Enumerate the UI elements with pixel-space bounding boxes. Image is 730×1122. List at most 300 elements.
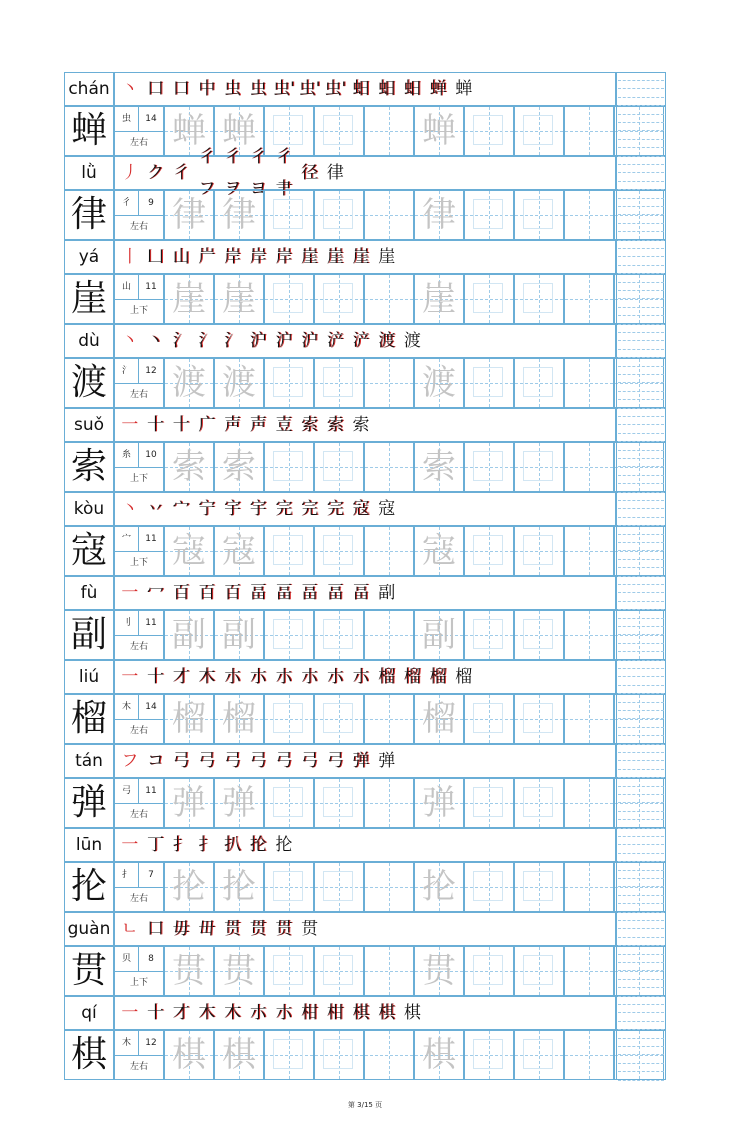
stroke-step: 十 — [147, 667, 165, 687]
character-info — [114, 190, 164, 240]
stroke-step: ㄴ — [121, 919, 139, 939]
note-line — [618, 256, 664, 257]
note-line — [618, 970, 664, 971]
model-character: 崖 — [64, 274, 114, 324]
guide-square — [473, 115, 503, 145]
trace-character: 棋 — [222, 1035, 256, 1075]
stroke-step: 宀 — [172, 499, 190, 519]
stroke-step: 沪 — [275, 331, 293, 351]
stroke-step: 渡 — [403, 331, 421, 351]
writing-row — [64, 106, 666, 156]
practice-box[interactable] — [214, 778, 264, 828]
stroke-sequence-box — [114, 576, 616, 610]
practice-box[interactable] — [564, 778, 614, 828]
guide-square — [473, 451, 503, 481]
character-info — [114, 442, 164, 492]
note-line — [618, 332, 664, 333]
stroke-step: 贯 — [224, 919, 242, 939]
character-entry — [64, 996, 666, 1080]
stroke-step: 壴 — [275, 415, 293, 435]
guide-square — [273, 703, 303, 733]
guide-square — [273, 955, 303, 985]
stroke-step: 百 — [198, 583, 216, 603]
practice-box[interactable] — [214, 442, 264, 492]
stroke-step: 岸 — [275, 247, 293, 267]
practice-box[interactable] — [414, 358, 464, 408]
stroke-count: 11 — [139, 275, 163, 300]
stroke-step: 沪 — [249, 331, 267, 351]
stroke-step: 口 — [147, 79, 165, 99]
note-line — [618, 282, 664, 283]
note-line — [618, 710, 664, 711]
note-line — [618, 1038, 664, 1039]
practice-box[interactable] — [414, 946, 464, 996]
structure-label: 上下 — [129, 558, 148, 568]
note-line — [618, 626, 664, 627]
note-line — [618, 130, 664, 131]
note-line — [618, 811, 664, 812]
stroke-step: 索 — [352, 415, 370, 435]
practice-box[interactable] — [564, 526, 614, 576]
note-line — [618, 214, 664, 215]
stroke-step: 畐 — [249, 583, 267, 603]
stroke-step: ク — [147, 163, 165, 183]
pinyin-label: dù — [64, 324, 114, 358]
note-line — [618, 727, 664, 728]
practice-box[interactable] — [214, 946, 264, 996]
practice-box[interactable] — [564, 358, 614, 408]
practice-box[interactable] — [564, 1030, 614, 1080]
practice-box[interactable] — [564, 862, 614, 912]
practice-box[interactable] — [414, 274, 464, 324]
trace-character: 弹 — [422, 783, 456, 823]
note-line — [618, 298, 664, 299]
practice-box[interactable] — [414, 190, 464, 240]
note-line — [618, 240, 664, 241]
guide-square — [523, 367, 553, 397]
trace-character: 抡 — [422, 867, 456, 907]
stroke-step: 氵 — [198, 331, 216, 351]
practice-box[interactable] — [164, 862, 214, 912]
practice-box[interactable] — [564, 274, 614, 324]
stroke-step: 丿 — [121, 163, 139, 183]
practice-box[interactable] — [364, 1030, 414, 1080]
practice-box[interactable] — [564, 106, 614, 156]
note-line — [618, 206, 664, 207]
trace-character: 律 — [222, 195, 256, 235]
character-info — [114, 610, 164, 660]
note-line — [618, 954, 664, 955]
note-line — [618, 433, 664, 434]
note-line — [618, 861, 664, 862]
guide-square — [523, 451, 553, 481]
practice-box[interactable] — [164, 526, 214, 576]
stroke-step: 蚎 — [378, 79, 396, 99]
trace-character: 抡 — [172, 867, 206, 907]
guide-square — [323, 283, 353, 313]
practice-box[interactable] — [164, 274, 214, 324]
writing-row — [64, 190, 666, 240]
note-line — [618, 147, 664, 148]
practice-box[interactable] — [214, 190, 264, 240]
guide-square — [523, 199, 553, 229]
stroke-step: 扌 — [172, 835, 190, 855]
note-line — [618, 651, 664, 652]
character-entry — [64, 660, 666, 744]
guide-square — [273, 535, 303, 565]
practice-box[interactable] — [414, 1030, 464, 1080]
note-line — [618, 164, 664, 165]
note-line — [618, 500, 664, 501]
stroke-step: 榴 — [455, 667, 473, 687]
trace-character: 贯 — [422, 951, 456, 991]
practice-box[interactable] — [414, 442, 464, 492]
note-line — [618, 567, 664, 568]
stroke-step: 彳フ — [198, 147, 216, 199]
writing-row — [64, 694, 666, 744]
stroke-step: 蚎 — [403, 79, 421, 99]
radical-label: 虫 — [115, 107, 139, 132]
note-line — [618, 265, 664, 266]
stroke-step: 浐 — [326, 331, 344, 351]
structure-label: 上下 — [129, 474, 148, 484]
trace-character: 副 — [422, 615, 456, 655]
guide-square — [273, 367, 303, 397]
stroke-order-row — [64, 240, 666, 274]
guide-square — [323, 955, 353, 985]
stroke-step: 丶 — [121, 499, 139, 519]
trace-character: 弹 — [172, 783, 206, 823]
practice-box[interactable] — [564, 694, 614, 744]
note-line — [618, 424, 664, 425]
stroke-step: 朩 — [249, 1003, 267, 1023]
guide-square — [323, 619, 353, 649]
note-line — [618, 1054, 664, 1055]
trace-character: 索 — [422, 447, 456, 487]
note-line — [618, 441, 664, 442]
stroke-count: 9 — [139, 191, 163, 216]
guide-square — [323, 1039, 353, 1069]
note-line — [618, 794, 664, 795]
stroke-step: 径 — [301, 163, 319, 183]
note-line — [618, 114, 664, 115]
structure-label: 左右 — [129, 222, 148, 232]
stroke-step: 索 — [301, 415, 319, 435]
note-line — [618, 744, 664, 745]
guide-square — [473, 871, 503, 901]
note-line — [618, 1029, 664, 1030]
trace-character: 副 — [222, 615, 256, 655]
trace-character: 律 — [422, 195, 456, 235]
note-line — [618, 735, 664, 736]
note-line — [618, 592, 664, 593]
note-line — [618, 399, 664, 400]
practice-box[interactable] — [214, 274, 264, 324]
note-line — [618, 601, 664, 602]
note-line — [618, 819, 664, 820]
stroke-order-row — [64, 912, 666, 946]
stroke-step: 中 — [198, 79, 216, 99]
note-line — [618, 408, 664, 409]
radical-label: 木 — [115, 1031, 139, 1056]
guide-square — [523, 115, 553, 145]
note-line — [618, 718, 664, 719]
stroke-order-row — [64, 828, 666, 862]
stroke-count: 7 — [139, 863, 163, 888]
note-line — [618, 584, 664, 585]
practice-box[interactable] — [214, 862, 264, 912]
stroke-step: 彳 — [172, 163, 190, 183]
stroke-step: 朩 — [352, 667, 370, 687]
character-entry — [64, 240, 666, 324]
stroke-sequence-box — [114, 828, 616, 862]
stroke-count: 8 — [139, 947, 163, 972]
trace-character: 抡 — [222, 867, 256, 907]
stroke-step: 柑 — [326, 1003, 344, 1023]
stroke-step: 崖 — [352, 247, 370, 267]
radical-label: 木 — [115, 695, 139, 720]
stroke-step: 弹 — [352, 751, 370, 771]
note-line — [618, 937, 664, 938]
radical-label: 刂 — [115, 611, 139, 636]
stroke-count: 10 — [139, 443, 163, 468]
practice-box[interactable] — [214, 694, 264, 744]
practice-box[interactable] — [214, 1030, 264, 1080]
practice-box[interactable] — [364, 862, 414, 912]
radical-label: 弓 — [115, 779, 139, 804]
stroke-step: 弓 — [275, 751, 293, 771]
practice-box[interactable] — [414, 778, 464, 828]
note-line — [618, 912, 664, 913]
note-line — [618, 870, 664, 871]
practice-box[interactable] — [364, 778, 414, 828]
note-line — [618, 189, 664, 190]
model-character: 寇 — [64, 526, 114, 576]
note-line — [618, 80, 664, 81]
stroke-step: 畐 — [352, 583, 370, 603]
note-line — [618, 105, 664, 106]
guide-square — [523, 955, 553, 985]
writing-row — [64, 778, 666, 828]
note-line — [618, 542, 664, 543]
stroke-step: 弓 — [172, 751, 190, 771]
practice-box[interactable] — [414, 526, 464, 576]
stroke-step: 榴 — [429, 667, 447, 687]
note-line — [618, 550, 664, 551]
stroke-step: 朩 — [275, 1003, 293, 1023]
note-line — [618, 88, 664, 89]
stroke-step: 蝉 — [455, 79, 473, 99]
trace-character: 副 — [172, 615, 206, 655]
note-line — [618, 576, 664, 577]
note-line — [618, 517, 664, 518]
practice-box[interactable] — [564, 442, 614, 492]
guide-square — [473, 1039, 503, 1069]
character-entry — [64, 576, 666, 660]
stroke-step: 口 — [172, 79, 190, 99]
guide-square — [473, 619, 503, 649]
structure-label: 左右 — [129, 390, 148, 400]
note-line — [618, 1063, 664, 1064]
note-line — [618, 618, 664, 619]
trace-character: 崖 — [172, 279, 206, 319]
stroke-step: 弓 — [326, 751, 344, 771]
trace-character: 贯 — [172, 951, 206, 991]
practice-box[interactable] — [364, 274, 414, 324]
character-entry — [64, 492, 666, 576]
practice-box[interactable] — [214, 526, 264, 576]
note-line — [618, 685, 664, 686]
stroke-step: 虫' — [298, 79, 321, 99]
character-info — [114, 274, 164, 324]
stroke-step: 十 — [147, 1003, 165, 1023]
stroke-step: 宁 — [198, 499, 216, 519]
stroke-step: 百 — [172, 583, 190, 603]
pinyin-label: lǜ — [64, 156, 114, 190]
guide-square — [473, 535, 503, 565]
stroke-step: 声 — [224, 415, 242, 435]
stroke-order-row — [64, 996, 666, 1030]
guide-square — [273, 1039, 303, 1069]
trace-character: 渡 — [172, 363, 206, 403]
stroke-step: 沪 — [301, 331, 319, 351]
practice-box[interactable] — [414, 862, 464, 912]
note-line — [618, 634, 664, 635]
practice-box[interactable] — [414, 694, 464, 744]
guide-square — [323, 367, 353, 397]
practice-box[interactable] — [364, 610, 414, 660]
guide-square — [323, 703, 353, 733]
stroke-step: 彳ヲ — [224, 147, 242, 199]
structure-label: 左右 — [129, 894, 148, 904]
stroke-step: 贯 — [275, 919, 293, 939]
stroke-sequence-box — [114, 408, 616, 442]
practice-box[interactable] — [164, 1030, 214, 1080]
stroke-step: 一 — [121, 583, 139, 603]
structure-label: 上下 — [129, 306, 148, 316]
stroke-order-row — [64, 408, 666, 442]
note-line — [618, 693, 664, 694]
stroke-sequence-box — [114, 324, 616, 358]
practice-box[interactable] — [214, 106, 264, 156]
stroke-step: 渡 — [378, 331, 396, 351]
practice-box[interactable] — [364, 106, 414, 156]
practice-box[interactable] — [164, 946, 214, 996]
note-line — [618, 508, 664, 509]
guide-square — [473, 787, 503, 817]
model-character: 榴 — [64, 694, 114, 744]
stroke-step: 毌 — [198, 919, 216, 939]
note-line — [618, 676, 664, 677]
character-info — [114, 1030, 164, 1080]
note-line — [618, 609, 664, 610]
trace-character: 崖 — [422, 279, 456, 319]
stroke-step: 朩 — [301, 667, 319, 687]
stroke-step: 棋 — [352, 1003, 370, 1023]
practice-box[interactable] — [364, 358, 414, 408]
practice-box[interactable] — [564, 946, 614, 996]
note-line — [618, 475, 664, 476]
stroke-step: 贯 — [249, 919, 267, 939]
stroke-step: 弹 — [378, 751, 396, 771]
stroke-step: 弓 — [224, 751, 242, 771]
practice-box[interactable] — [364, 526, 414, 576]
practice-box[interactable] — [164, 442, 214, 492]
note-line — [618, 643, 664, 644]
pinyin-label: guàn — [64, 912, 114, 946]
trace-character: 蝉 — [222, 111, 256, 151]
stroke-step: 才 — [172, 1003, 190, 1023]
practice-box[interactable] — [364, 190, 414, 240]
guide-square — [473, 703, 503, 733]
practice-box[interactable] — [364, 946, 414, 996]
note-line — [618, 1046, 664, 1047]
practice-box[interactable] — [164, 610, 214, 660]
stroke-step: 宇 — [249, 499, 267, 519]
note-line — [618, 248, 664, 249]
note-line — [618, 492, 664, 493]
trace-character: 渡 — [422, 363, 456, 403]
stroke-step: 崖 — [326, 247, 344, 267]
practice-box[interactable] — [164, 358, 214, 408]
stroke-step: 弓 — [301, 751, 319, 771]
note-line — [618, 920, 664, 921]
stroke-step: 一 — [121, 415, 139, 435]
stroke-sequence-box — [114, 660, 616, 694]
trace-character: 棋 — [422, 1035, 456, 1075]
note-line — [618, 366, 664, 367]
note-line — [618, 324, 664, 325]
practice-box[interactable] — [364, 442, 414, 492]
guide-square — [273, 787, 303, 817]
note-line — [618, 962, 664, 963]
practice-box[interactable] — [564, 610, 614, 660]
stroke-sequence-box — [114, 492, 616, 526]
note-line — [618, 374, 664, 375]
note-line — [618, 802, 664, 803]
character-info — [114, 694, 164, 744]
practice-box[interactable] — [164, 190, 214, 240]
practice-box[interactable] — [164, 694, 214, 744]
practice-box[interactable] — [564, 190, 614, 240]
stroke-step: 畐 — [326, 583, 344, 603]
writing-row — [64, 1030, 666, 1080]
stroke-step: 崖 — [301, 247, 319, 267]
stroke-sequence-box — [114, 147, 616, 199]
stroke-step: 氵 — [172, 331, 190, 351]
guide-square — [523, 871, 553, 901]
structure-label: 左右 — [129, 642, 148, 652]
stroke-sequence-box — [114, 912, 616, 946]
writing-row — [64, 526, 666, 576]
stroke-count: 14 — [139, 107, 163, 132]
stroke-order-row — [64, 660, 666, 694]
guide-square — [273, 871, 303, 901]
stroke-step: 蚎 — [352, 79, 370, 99]
practice-box[interactable] — [414, 106, 464, 156]
trace-character: 榴 — [222, 699, 256, 739]
practice-box[interactable] — [164, 778, 214, 828]
practice-box[interactable] — [214, 610, 264, 660]
practice-box[interactable] — [364, 694, 414, 744]
note-line — [618, 122, 664, 123]
practice-box[interactable] — [164, 106, 214, 156]
practice-box[interactable] — [214, 358, 264, 408]
note-line — [618, 1021, 664, 1022]
model-character: 索 — [64, 442, 114, 492]
practice-box[interactable] — [414, 610, 464, 660]
guide-square — [473, 955, 503, 985]
